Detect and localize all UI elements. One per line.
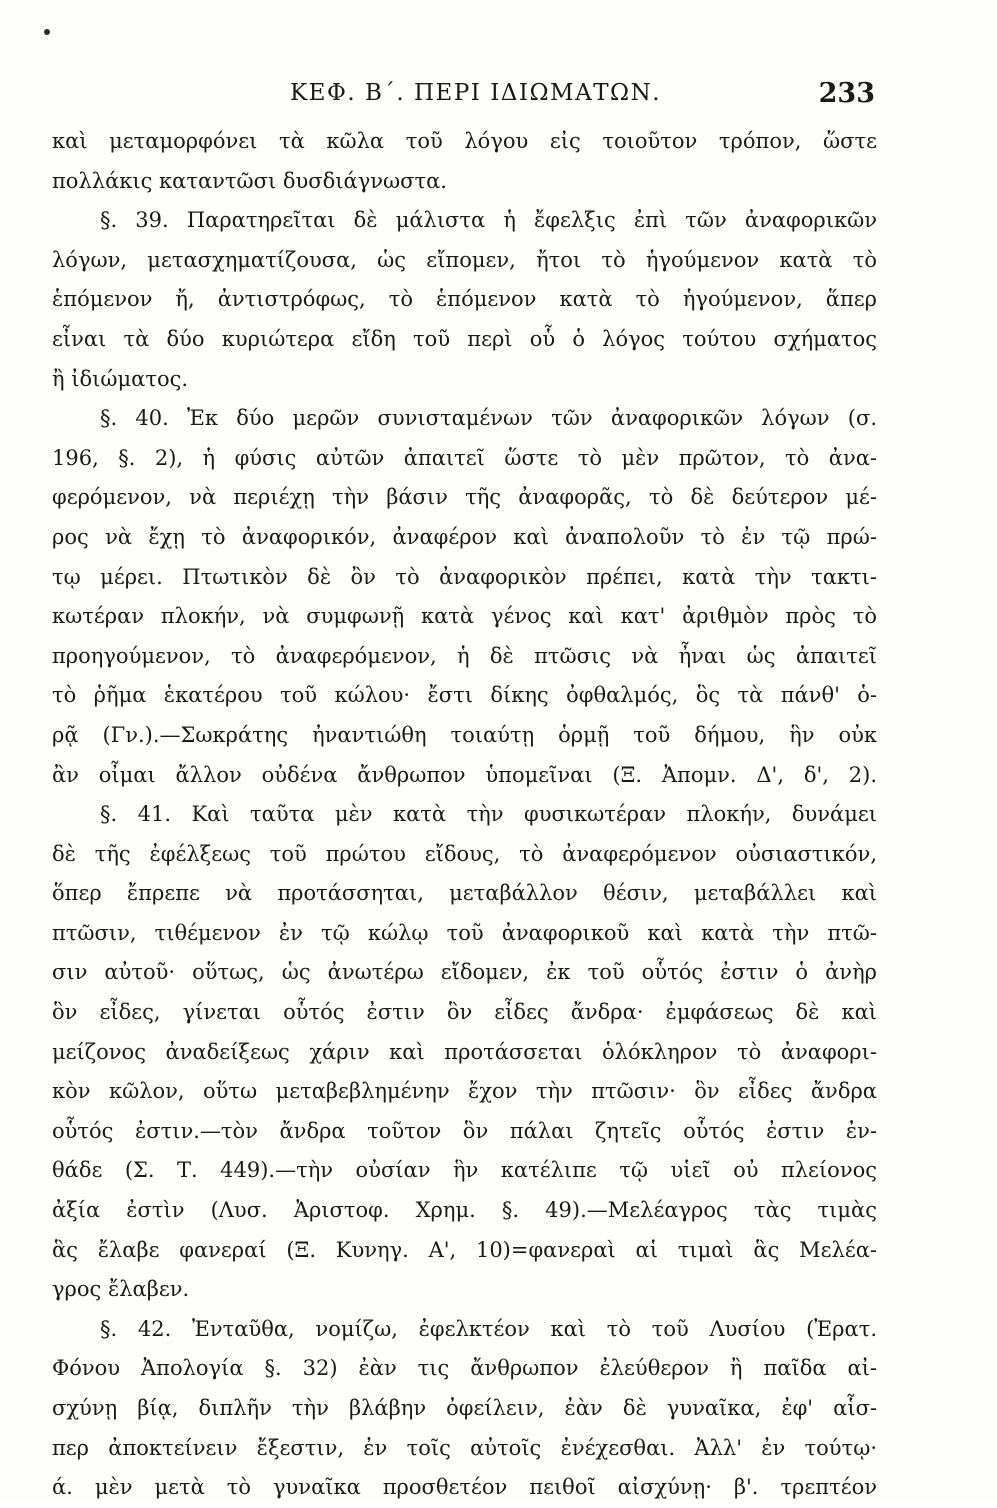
body-text <box>52 122 877 1508</box>
text-line: ὅπερ ἔπρεπε νὰ προτάσσηται, μεταβάλλον θέσιν, μεταβάλλει καὶ <box>52 881 877 906</box>
ink-dot <box>44 29 50 35</box>
running-head: ΚΕΦ. Β΄. ΠΕΡΙ ΙΔΙΩΜΑΤΩΝ. <box>290 80 662 106</box>
text-line: ἀξία ἐστὶν (Λυσ. Ἀριστοφ. Χρημ. §. 49).—Μελέαγρος τὰς τιμὰς <box>52 1198 877 1223</box>
text-line: ρᾷ (Γν.).—Σωκράτης ἠναντιώθη τοιαύτῃ ὁρμῇ τοῦ δήμου, ἣν οὐκ <box>52 722 877 747</box>
text-line: πολλάκις καταντῶσι δυσδιάγνωστα. <box>52 168 447 193</box>
text-line: περ ἀποκτείνειν ἔξεστιν, ἐν τοῖς αὐτοῖς ἐνέχεσθαι. Ἀλλ' ἐν τούτῳ· <box>52 1435 877 1460</box>
text-line: φερόμενον, νὰ περιέχῃ τὴν βάσιν τῆς ἀναφορᾶς, τὸ δὲ δεύτερον μέ- <box>52 485 877 510</box>
text-line: ἢ ἰδιώματος. <box>52 366 189 391</box>
text-line: θάδε (Σ. Τ. 449).—τὴν οὐσίαν ἣν κατέλιπε τῷ υἱεῖ οὐ πλείονος <box>52 1158 877 1183</box>
text-line: §. 41. Καὶ ταῦτα μὲν κατὰ τὴν φυσικωτέραν πλοκήν, δυνάμει <box>100 802 877 827</box>
text-line: Φόνου Ἀπολογία §. 32) ἐὰν τις ἄνθρωπον ἐλεύθερον ἢ παῖδα αἰ- <box>52 1356 877 1381</box>
text-line: λόγων, μετασχηματίζουσα, ὡς εἴπομεν, ἤτοι τὸ ἡγούμενον κατὰ τὸ <box>52 247 877 272</box>
text-line: γρος ἔλαβεν. <box>52 1277 190 1302</box>
text-line: δὲ τῆς ἐφέλξεως τοῦ πρώτου εἴδους, τὸ ἀναφερόμενον οὐσιαστικόν, <box>52 841 877 866</box>
text-line: τῳ μέρει. Πτωτικὸν δὲ ὂν τὸ ἀναφορικὸν πρέπει, κατὰ τὴν τακτι- <box>52 564 877 589</box>
text-line: §. 39. Παρατηρεῖται δὲ μάλιστα ἡ ἔφελξις ἐπὶ τῶν ἀναφορικῶν <box>100 208 877 233</box>
text-line: προηγούμενον, τὸ ἀναφερόμενον, ἡ δὲ πτῶσις νὰ ἦναι ὡς ἀπαιτεῖ <box>52 643 877 668</box>
text-line: §. 40. Ἐκ δύο μερῶν συνισταμένων τῶν ἀναφορικῶν λόγων (σ. <box>100 406 877 431</box>
text-line: ἑπόμενον ἤ, ἀντιστρόφως, τὸ ἑπόμενον κατὰ τὸ ἡγούμενον, ἅπερ <box>52 287 877 312</box>
text-line: πτῶσιν, τιθέμενον ἐν τῷ κώλῳ τοῦ ἀναφορικοῦ καὶ κατὰ τὴν πτῶ- <box>52 920 877 945</box>
text-line: κὸν κῶλον, οὕτω μεταβεβλημένην ἔχον τὴν πτῶσιν· ὃν εἶδες ἄνδρα <box>52 1079 877 1104</box>
text-line: τὸ ῥῆμα ἑκατέρου τοῦ κώλου· ἔστι δίκης ὀφθαλμός, ὃς τὰ πάνθ' ὁ- <box>52 683 877 708</box>
text-line: εἶναι τὰ δύο κυριώτερα εἴδη τοῦ περὶ οὗ ὁ λόγος τούτου σχήματος <box>52 326 877 351</box>
text-line: ρος νὰ ἔχῃ τὸ ἀναφορικόν, ἀναφέρον καὶ ἀναπολοῦν τὸ ἐν τῷ πρώ- <box>52 524 877 549</box>
text-line: οὗτός ἐστιν.—τὸν ἄνδρα τοῦτον ὃν πάλαι ζητεῖς οὗτός ἐστιν ἐν- <box>52 1118 877 1143</box>
text-line: σιν αὐτοῦ· οὕτως, ὡς ἀνωτέρω εἴδομεν, ἐκ τοῦ οὗτός ἐστιν ὁ ἀνὴρ <box>52 960 877 985</box>
text-line: ὃν εἶδες, γίνεται οὗτός ἐστιν ὃν εἶδες ἄνδρα· ἐμφάσεως δὲ καὶ <box>52 1000 877 1025</box>
text-line: σχύνῃ βίᾳ, διπλῆν τὴν βλάβην ὀφείλειν, ἐὰν δὲ γυναῖκα, ἐφ' αἷσ- <box>52 1396 877 1420</box>
text-line: κωτέραν πλοκήν, νὰ συμφωνῇ κατὰ γένος καὶ κατ' ἀριθμὸν πρὸς τὸ <box>52 604 877 629</box>
page-number: 233 <box>818 78 875 109</box>
text-line: §. 42. Ἐνταῦθα, νομίζω, ἐφελκτέον καὶ τὸ τοῦ Λυσίου (Ἐρατ. <box>100 1316 877 1341</box>
text-line: μείζονος ἀναδείξεως χάριν καὶ προτάσσεται ὁλόκληρον τὸ ἀναφορι- <box>52 1039 877 1064</box>
text-line: 196, §. 2), ἡ φύσις αὐτῶν ἀπαιτεῖ ὥστε τὸ μὲν πρῶτον, τὸ ἀνα- <box>52 445 877 470</box>
text-line: ἃς ἔλαβε φανεραί (Ξ. Κυνηγ. Α', 10)=φανεραὶ αἱ τιμαὶ ἃς Μελέα- <box>52 1237 877 1262</box>
text-line: καὶ μεταμορφόνει τὰ κῶλα τοῦ λόγου εἰς τοιοῦτον τρόπον, ὥστε <box>52 129 877 153</box>
page-header <box>0 80 997 110</box>
text-line: ἂν οἶμαι ἄλλον οὐδένα ἄνθρωπον ὑπομεῖναι (Ξ. Ἀπομν. Δ', δ', 2). <box>52 762 877 787</box>
text-line: ά. μὲν μετὰ τὸ γυναῖκα προσθετέον πειθοῖ αἰσχύνῃ· β'. τρεπτέον <box>52 1475 877 1500</box>
